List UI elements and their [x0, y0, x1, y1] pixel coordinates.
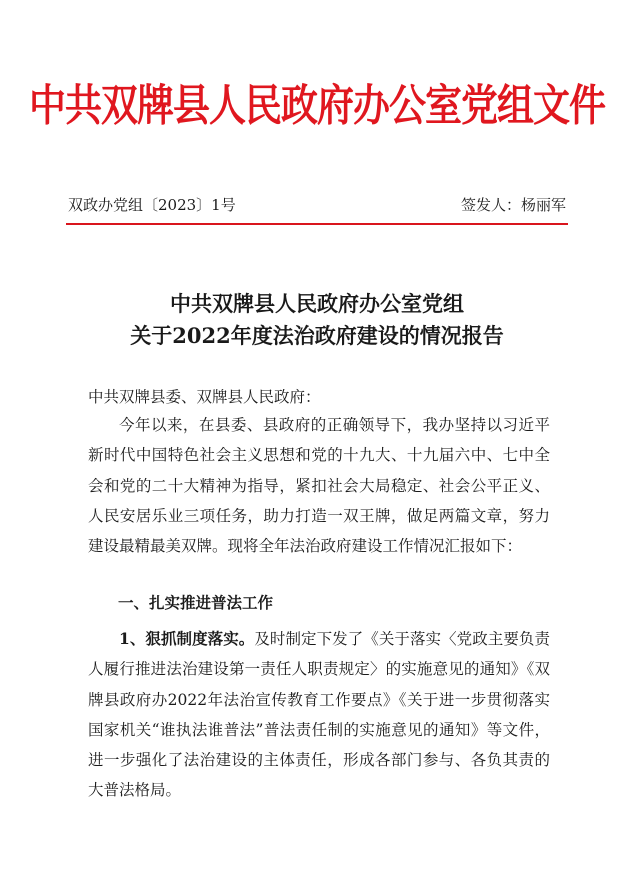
paragraph-text: 今年以来，在县委、县政府的正确领导下，我办坚持以习近平新时代中国特色社会主义思想和党的十九大、十九届六中、七中全会和党的二十大精神为指导，紧扣社会大局稳定、社会公平正义、人民安居乐业三项任务，助力打造一双王牌，做足两篇文章，努力建设最精最美双牌。现将全年法治政府建设工作情况汇报如下：	[88, 416, 550, 556]
body-paragraph-item-1	[88, 624, 550, 806]
document-number: 双政办党组〔2023〕1号	[68, 196, 236, 214]
section-heading-1: 一、扎实推进普法工作	[118, 594, 274, 612]
item-1-text: 及时制定下发了《关于落实〈党政主要负责人履行推进法治建设第一责任人职责规定〉的实施意见的通知》《双牌县政府办2022年法治宣传教育工作要点》《关于进一步贯彻落实国家机关“谁执法谁普法”普法责任制的实施意见的通知》等文件，进一步强化了法治建设的主体责任，形成各部门参与、各负其责的大普法格局。	[88, 630, 550, 800]
report-title-line-1: 中共双牌县人民政府办公室党组	[170, 291, 464, 316]
body-paragraph-intro	[88, 410, 550, 561]
red-divider-line	[66, 223, 568, 225]
document-signer: 签发人：杨丽军	[460, 196, 566, 214]
report-title-line-2: 关于2022年度法治政府建设的情况报告	[130, 323, 504, 348]
item-1-lead: 1、狠抓制度落实。	[119, 629, 255, 648]
item-1-paragraph	[88, 624, 550, 806]
salutation: 中共双牌县委、双牌县人民政府：	[88, 388, 321, 406]
document-header-title: 中共双牌县人民政府办公室党组文件	[29, 79, 605, 132]
document-meta	[68, 194, 566, 214]
